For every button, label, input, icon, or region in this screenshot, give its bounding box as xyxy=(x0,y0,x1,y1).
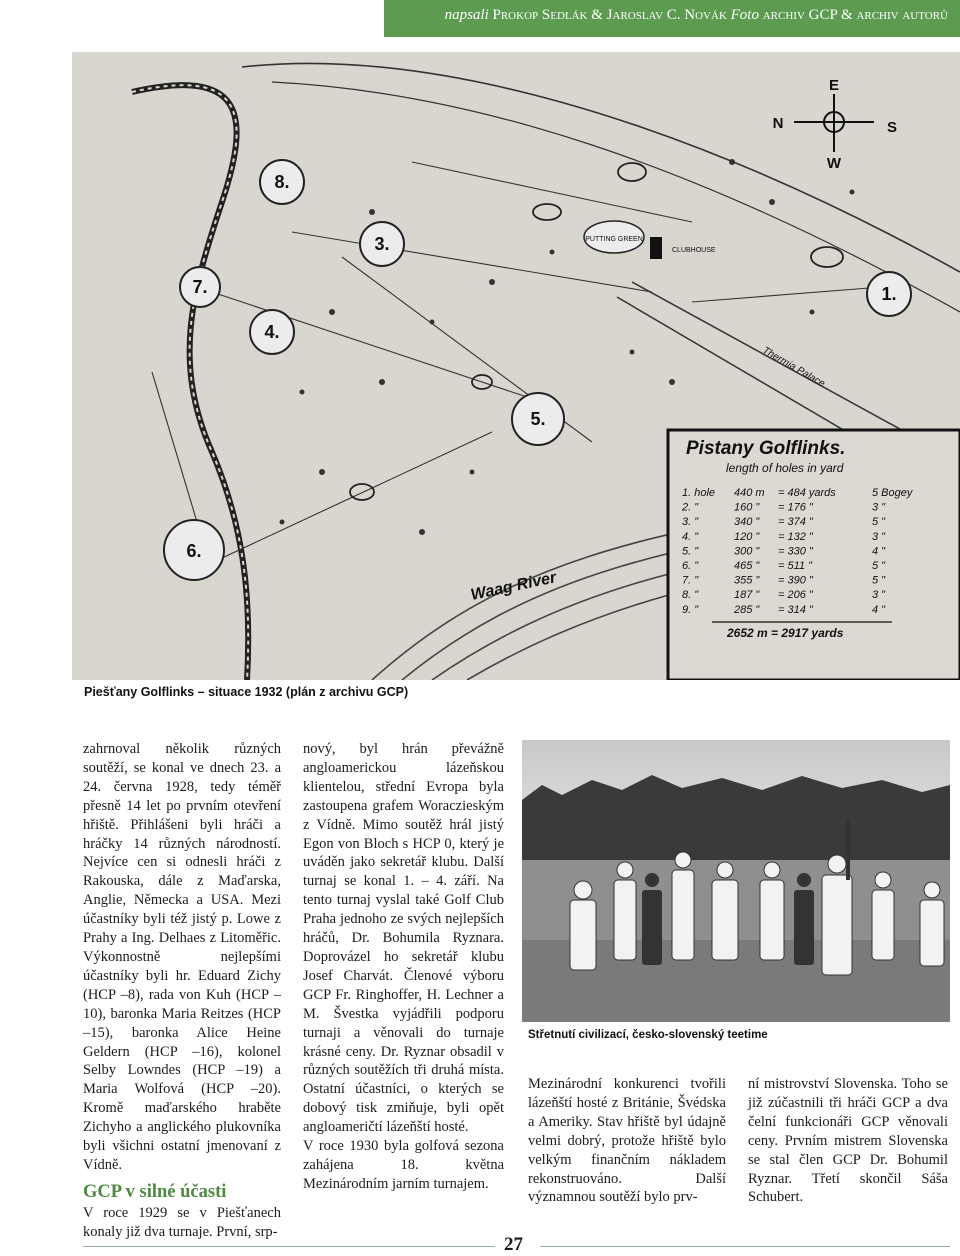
map-hole-4: 4. xyxy=(264,322,280,342)
holes-table-cell-bogey: 4 " xyxy=(872,545,886,558)
byline xyxy=(445,7,948,24)
holes-table-cell-bogey: 5 " xyxy=(872,516,886,529)
river-label: Waag River xyxy=(469,569,558,604)
holes-table-cell-yards: = 390 " xyxy=(778,574,813,587)
authors: Prokop Sedlák & Jaroslav C. Novák xyxy=(492,7,727,23)
holes-table-cell-meters: 340 " xyxy=(734,516,760,529)
map-table-title: Pistany Golflinks. xyxy=(686,438,846,459)
photo-prefix: Foto xyxy=(730,7,759,23)
putting-green-label: PUTTING GREEN xyxy=(585,236,643,243)
holes-table-cell-yards: = 176 " xyxy=(778,501,813,514)
holes-table-cell-yards: = 330 " xyxy=(778,545,813,558)
col4-paragraph-1: ní mistrovství Slovenska. Toho se již zúčastnili tři hráči GCP a dva čelní funkcionáři GCP věnovali ceny. Prvním mistrem Slovenska se stal člen GCP Dr. Bohumil Ryznar. Třetí skončil Sáša Schubert. xyxy=(748,1076,948,1206)
holes-table-cell-bogey: 3 " xyxy=(872,501,886,514)
map-table-subtitle: length of holes in yard xyxy=(726,461,844,475)
compass-w: W xyxy=(826,155,842,172)
clubhouse-label: CLUBHOUSE xyxy=(672,247,716,254)
map-table-total: 2652 m = 2917 yards xyxy=(727,626,844,640)
header-band xyxy=(384,0,960,37)
holes-table-cell-meters: 160 " xyxy=(734,501,760,514)
section-heading: GCP v silné účasti xyxy=(83,1181,227,1202)
map-hole-1: 1. xyxy=(881,284,897,304)
footer-rule-right xyxy=(540,1246,950,1247)
holes-table-cell-bogey: 3 " xyxy=(872,530,886,543)
holes-table-cell-hole: 2. " xyxy=(682,501,699,514)
road-label: Thermia Palace xyxy=(760,345,827,390)
holes-table-cell-meters: 355 " xyxy=(734,574,760,587)
map-hole-5: 5. xyxy=(530,409,546,429)
text-column-2 xyxy=(303,740,504,1194)
col1-paragraph-2: V roce 1929 se v Piešťanech konaly již dva turnaje. První, srp- xyxy=(83,1204,281,1240)
compass-s: S xyxy=(886,119,898,136)
holes-table-cell-yards: = 132 " xyxy=(778,530,813,543)
teetime-photo xyxy=(522,740,950,1022)
holes-table-cell-meters: 465 " xyxy=(734,560,760,572)
photo-caption: Střetnutí civilizací, česko-slovenský teetime xyxy=(528,1029,768,1041)
holes-table-cell-yards: = 484 yards xyxy=(778,487,836,499)
holes-table-cell-meters: 300 " xyxy=(734,545,760,558)
compass-e: E xyxy=(828,77,840,94)
holes-table-cell-hole: 4. " xyxy=(682,530,699,543)
map-hole-3: 3. xyxy=(374,234,390,254)
holes-table-cell-hole: 1. hole xyxy=(682,487,716,499)
holes-table-cell-hole: 3. " xyxy=(682,516,699,529)
holes-table-cell-bogey: 5 " xyxy=(872,560,886,572)
holes-table-cell-meters: 285 " xyxy=(734,603,760,616)
photo-credit: archiv GCP & archiv autorů xyxy=(762,7,948,23)
map-hole-8: 8. xyxy=(274,172,290,192)
holes-table-cell-bogey: 5 Bogey xyxy=(872,487,913,499)
holes-table-cell-hole: 7. " xyxy=(682,574,699,587)
course-map xyxy=(72,52,960,680)
col3-paragraph-1: Mezinárodní konkurenci tvořili lázeňští hosté z Británie, Švédska a Ameriky. Stav hřiště byl údajně velmi dobrý, protože hřiště bylo velkým finančním nákladem rekonstruováno. Další významnou soutěží bylo prv- xyxy=(528,1076,726,1206)
map-caption: Piešťany Golflinks – situace 1932 (plán z archivu GCP) xyxy=(84,685,409,699)
map-hole-6: 6. xyxy=(186,541,202,561)
holes-table-cell-bogey: 4 " xyxy=(872,603,886,616)
holes-table-cell-yards: = 314 " xyxy=(778,603,813,616)
map-hole-7: 7. xyxy=(192,277,208,297)
text-column-1 xyxy=(83,740,281,1242)
text-column-3 xyxy=(528,1075,726,1207)
byline-prefix: napsali xyxy=(444,7,489,23)
holes-table-cell-yards: = 206 " xyxy=(778,589,813,602)
col1-paragraph-1: zahrnoval několik různých soutěží, se konal ve dnech 23. a 24. června 1928, tedy téměř přesně 14 let po prvním otevření hřiště. Přihlášeni byli hráči a hráčky 14 různých národností. Nejvíce cen si odnesli hráči z Rakouska, dále z Maďarska, Anglie, Německa a USA. Mezi účastníky byli též jistý p. Lowe z Prahy a Ing. Delhaes z Litoměřic. Výkonnostně nejlepšími účastníky byli hr. Eduard Zichy (HCP –8), rada von Kuh (HCP –10), baronka Maria Reitzes (HCP –15), baronka Alice Heine Geldern (HCP –16), kolonel Selby Lowndes (HCP –19) a Maria Wolfová (HCP –20). Kromě maďarského hraběte Zichyho a anglického plukovníka byli všichni ostatní jmenovaní z Vídně. xyxy=(83,741,281,1173)
footer-rule-left xyxy=(83,1246,495,1247)
holes-table-cell-hole: 6. " xyxy=(682,560,699,572)
holes-table-cell-bogey: 3 " xyxy=(872,589,886,602)
holes-table-cell-meters: 120 " xyxy=(734,530,760,543)
holes-table-cell-meters: 187 " xyxy=(734,589,760,602)
holes-table-cell-meters: 440 m xyxy=(734,487,765,499)
holes-table-cell-hole: 5. " xyxy=(682,545,699,558)
compass-n: N xyxy=(772,115,784,132)
col2-paragraph-2: V roce 1930 byla golfová sezona zahájena 18. května Mezinárodním jarním turnajem. xyxy=(303,1138,504,1192)
text-column-4 xyxy=(748,1075,948,1207)
page-number: 27 xyxy=(504,1234,523,1255)
holes-table-cell-hole: 8. " xyxy=(682,589,699,602)
holes-table-cell-yards: = 511 " xyxy=(778,560,812,572)
holes-table-cell-bogey: 5 " xyxy=(872,574,886,587)
holes-table-cell-yards: = 374 " xyxy=(778,516,813,529)
col2-paragraph-1: nový, byl hrán převážně angloamerickou lázeňskou klientelou, střední Evropa byla zastoupena grafem Woraczieským z Vídně. Mimo soutěž hrál jistý Egon von Bloch s HCP 0, který je uváděn jako sekretář klubu. Další turnaj se konal 1. – 4. září. Na tento turnaj vyslal také Golf Club Praha jednoho ze svých nejlepších hráčů, Dr. Bohumila Ryznara. Doprovázel ho sekretář klubu Josef Charvát. Členové výboru GCP Fr. Ringhoffer, H. Lechner a M. Švestka vyjádřili podporu turnaji a věnovali do turnaje krásné ceny. Dr. Ryznar obsadil v různých soutěžích tři druhá místa. Ostatní účastníci, o kterých se dobový tisk zmiňuje, byli opět angloameričtí lázeňští hosté. xyxy=(303,741,504,1136)
holes-table-cell-hole: 9. " xyxy=(682,603,699,616)
